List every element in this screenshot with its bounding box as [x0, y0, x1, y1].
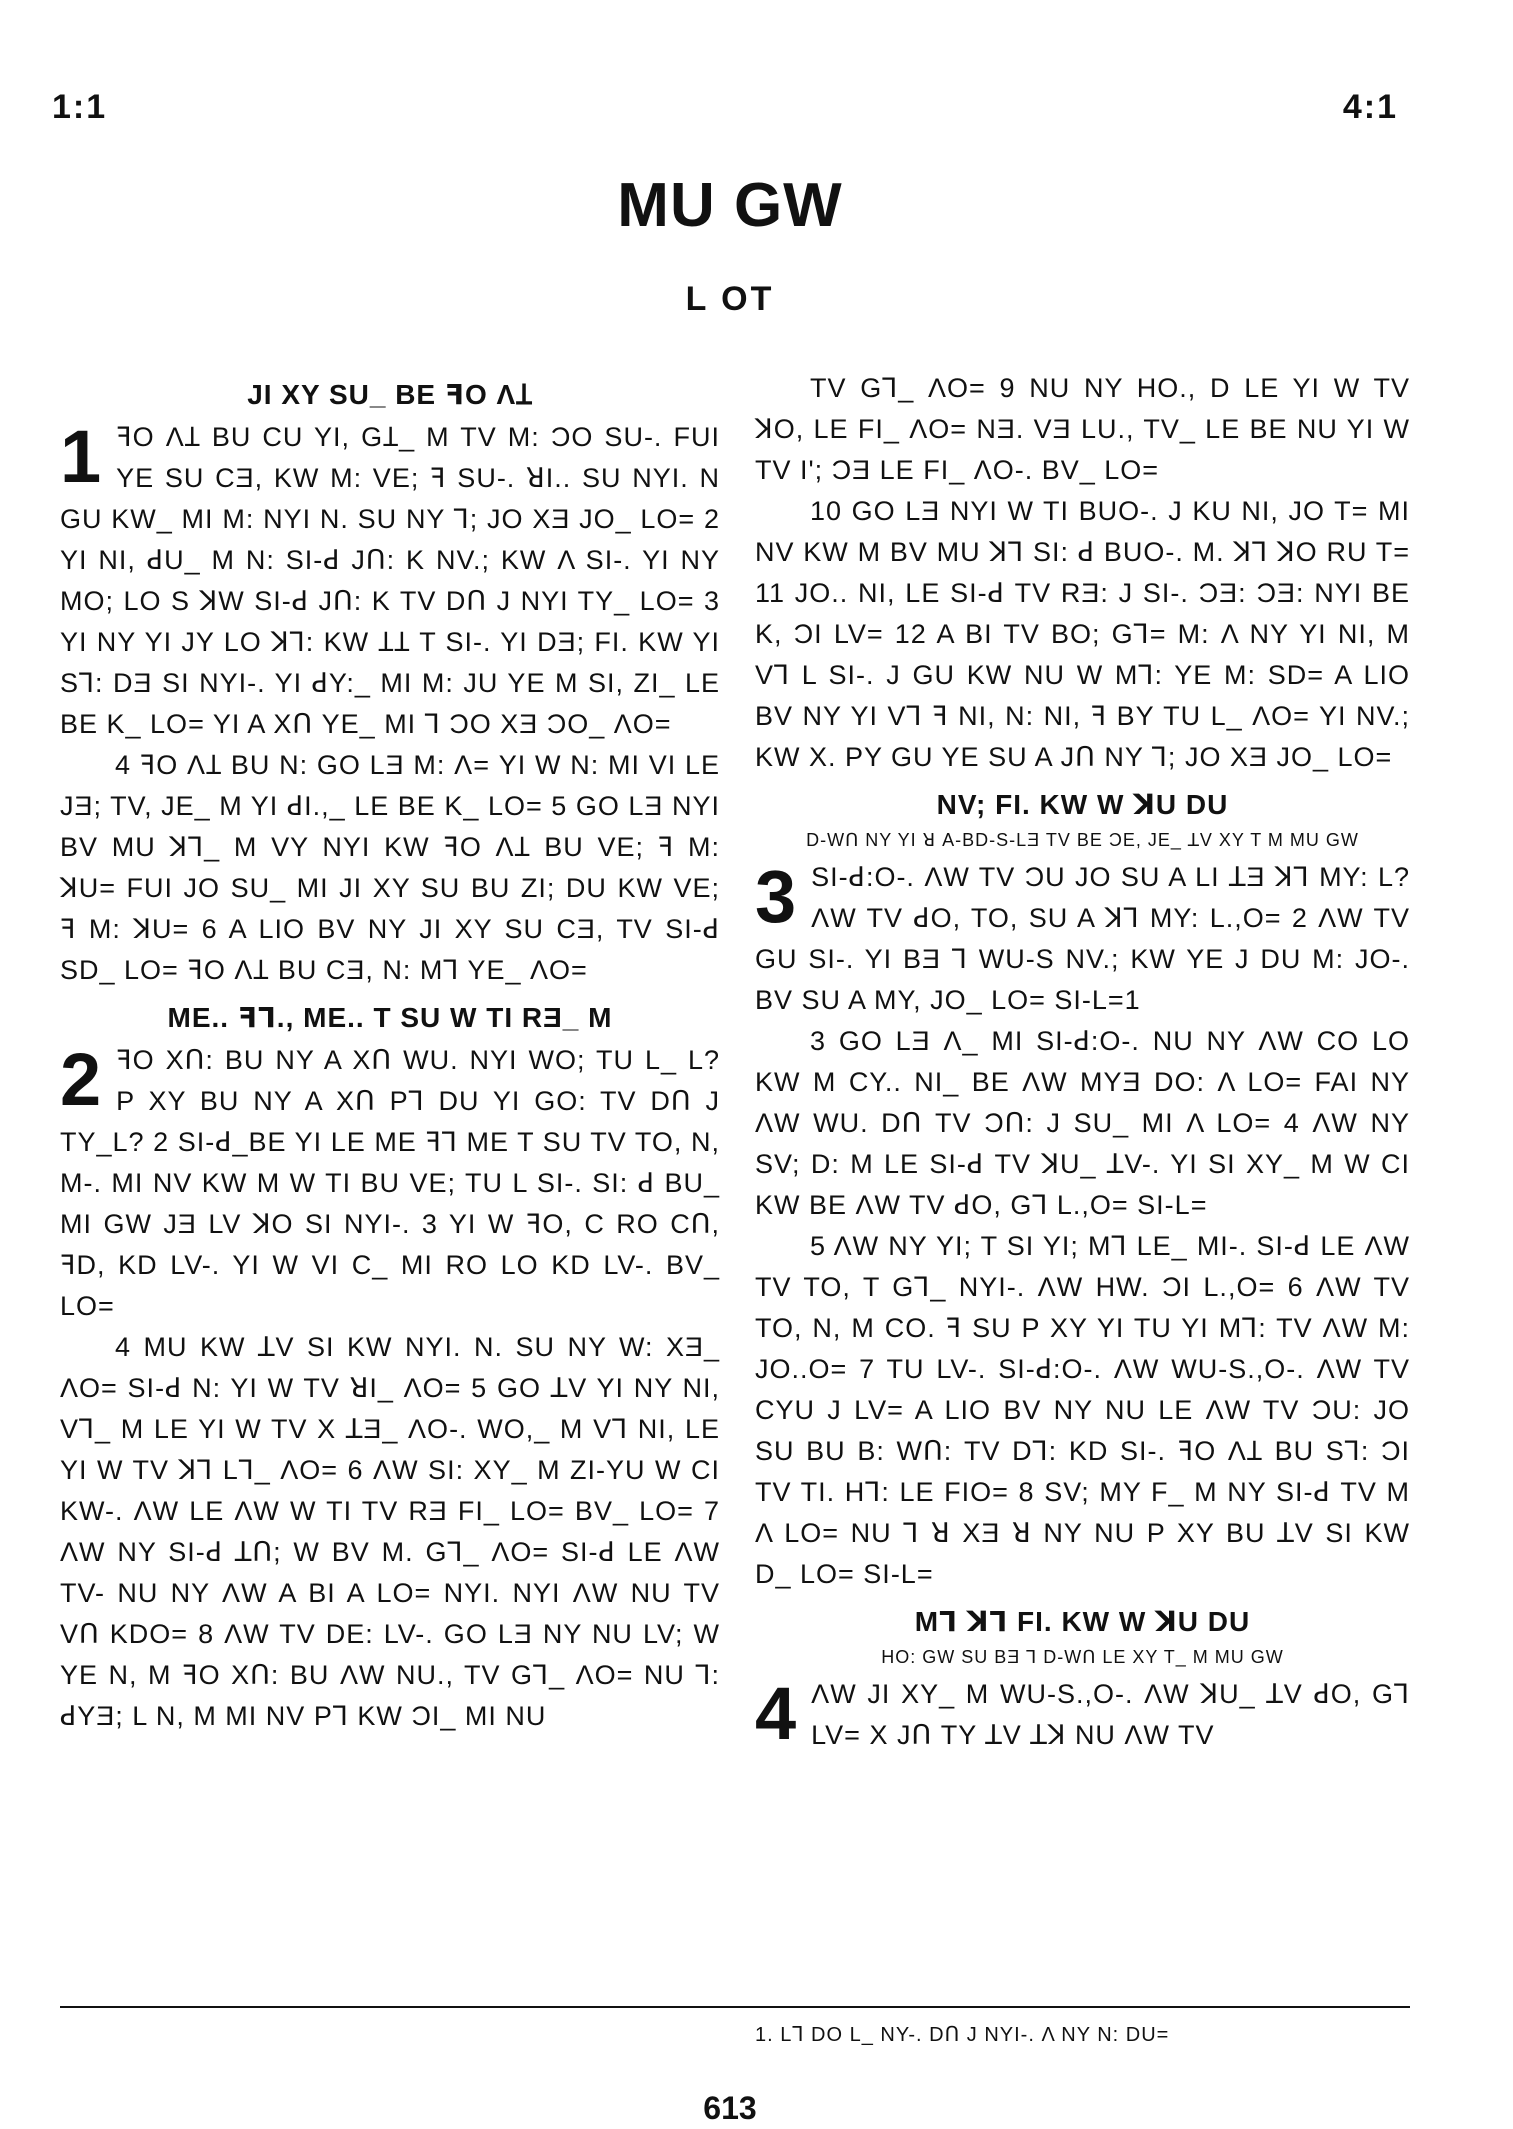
verse-paragraph — [755, 1674, 1410, 1756]
verse-paragraph — [60, 1040, 720, 1327]
verse-paragraph — [60, 745, 720, 991]
footnote: 1. LꞀ DO L_ NY-. DՈ J NYI-. Λ NY N: DU= — [755, 2024, 1170, 2046]
section-heading: JI XY SU_ BE ꟻO ΛꞱ — [247, 379, 533, 410]
verse-paragraph — [755, 491, 1410, 778]
section-heading: ME.. ꟻꞀ., ME.. T SU W TI RƎ_ M — [167, 1002, 613, 1033]
running-header-left: 1:1 — [52, 88, 108, 126]
book-title: MU GW — [617, 171, 843, 240]
right-column — [755, 368, 1410, 1756]
running-header-right: 4:1 — [1342, 88, 1398, 126]
verse-paragraph — [60, 1327, 720, 1737]
verse-paragraph — [755, 1021, 1410, 1226]
verse-text: 4 MU KW ꓕV SI KW NYI. N. SU NY W: XƎ_ ΛO= SI-ꓒ N: YI W TV ꓤI_ ΛO= 5 GO ꓕV YI NY NI, VꞀ_ M LE YI W TV X ꓕƎ_ ΛO-. WO,_ M VꞀ NI, LE YI W TV ꓘꞀ LꞀ_ ΛO= 6 ΛW SI: XY_ M ZI-YU W CI KW-. ΛW LE ΛW W TI TV RƎ FI_ LO= BV_ LO= 7 ΛW NY SI-ꓒ ꓕՈ; W BV M. GꞀ_ ΛO= SI-ꓒ LE ΛW TV- NU NY ΛW A BI A LO= NYI. NYI ΛW NU TV VՈ KDO= 8 ΛW TV DE: LV-. GO LƎ NY NU LV; W YE N, M ꟻO XՈ: BU ΛW NU., TV GꞀ_ ΛO= NU Ꞁ: ꓒYƎ; L N, M MI NV PꞀ KW ƆI_ MI NU — [60, 1332, 720, 1731]
verse-paragraph — [755, 857, 1410, 1021]
section-subheading: D-WՈ NY YI ꓤ A-BD-S-LƎ TV BE ƆE, JE_ ꓕV XY T M MU GW — [806, 830, 1359, 850]
verse-text: TV GꞀ_ ΛO= 9 NU NY HO., D LE YI W TV ꓘO, LE FI_ ΛO= NƎ. VƎ LU., TV_ LE BE NU YI W TV I'; ƆƎ LE FI_ ΛO-. BV_ LO= — [755, 373, 1410, 485]
page-number: 613 — [703, 2090, 757, 2126]
verse-text: 5 ΛW NY YI; T SI YI; MꞀ LE_ MI-. SI-ꓒ LE ΛW TV TO, T GꞀ_ NYI-. ΛW HW. ƆI L.,O= 6 ΛW TV TO, N, M CO. ꟻ SU P XY YI TU YI MꞀ: TV ΛW M: JO..O= 7 TU LV-. SI-ꓒ:O-. ΛW WU-S.,O-. ΛW TV CYU J LV= A LIO BV NY NU LE ΛW TV ƆU: JO SU BU B: WՈ: TV DꞀ: KD SI-. ꟻO ΛꞱ BU SꞀ: ƆI TV TI. HꞀ: LE FIO= 8 SV; MY F_ M NY SI-ꓒ TV M Λ LO= NU Ꞁ ꓤ XƎ ꓤ NY NU P XY BU ꓕV SI KW D_ LO= SI-L= — [755, 1231, 1410, 1589]
footnote-rule — [60, 2006, 1410, 2008]
verse-text: ΛW JI XY_ M WU-S.,O-. ΛW ꓘU_ ꓕV ꓒO, GꞀ LV= X JՈ TY ꓕV ꓕꓘ NU ΛW TV — [811, 1679, 1410, 1750]
verse-paragraph — [60, 417, 720, 745]
section-heading: MꞀ ꓘꞀ FI. KW W ꓘU DU — [914, 1606, 1251, 1637]
chapter-number: 2 — [60, 1038, 103, 1121]
verse-text: ꟻO ΛꞱ BU CU YI, GꞱ_ M TV M: ƆO SU-. FUI YE SU CƎ, KW M: VE; ꟻ SU-. ꓤI.. SU NYI. N GU KW_ MI M: NYI N. SU NY Ꞁ; JO XƎ JO_ LO= 2 YI NI, ꓒU_ M N: SI-ꓒ JՈ: K NV.; KW Λ SI-. YI NY MO; LO S ꓘW SI-ꓒ JՈ: K TV DՈ J NYI TY_ LO= 3 YI NY YI JY LO ꓘꞀ: KW ꞱꞱ T SI-. YI DƎ; FI. KW YI SꞀ: DƎ SI NYI-. YI ꓒY:_ MI M: JU YE M SI, ZI_ LE BE K_ LO= YI A XՈ YE_ MI Ꞁ ƆO XƎ ƆO_ ΛO= — [60, 422, 720, 739]
verse-text: 3 GO LƎ Λ_ MI SI-ꓒ:O-. NU NY ΛW CO LO KW M CY.. NI_ BE ΛW MYƎ DO: Λ LO= FAI NY ΛW WU. DՈ TV ƆՈ: J SU_ MI Λ LO= 4 ΛW NY SV; D: M LE SI-ꓒ TV ꓘU_ ꓕV-. YI SI XY_ M W CI KW BE ΛW TV ꓒO, GꞀ L.,O= SI-L= — [755, 1026, 1410, 1220]
verse-paragraph — [755, 1226, 1410, 1595]
verse-text: ꟻO XՈ: BU NY A XՈ WU. NYI WO; TU L_ L? P XY BU NY A XՈ PꞀ DU YI GO: TV DՈ J TY_L? 2 SI-ꓒ_BE YI LE ME ꟻꞀ ME T SU TV TO, N, M-. MI NV KW M W TI BU VE; TU L SI-. SI: ꓒ BU_ MI GW JƎ LV ꓘO SI NYI-. 3 YI W ꟻO, C RO CՈ, ꟻD, KD LV-. YI W VI C_ MI RO LO KD LV-. BV_ LO= — [60, 1045, 720, 1321]
verse-paragraph — [755, 368, 1410, 491]
chapter-number: 3 — [755, 855, 798, 938]
verse-text: 10 GO LƎ NYI W TI BUO-. J KU NI, JO T= MI NV KW M BV MU ꓘꞀ SI: ꓒ BUO-. M. ꓘꞀ ꓘO RU T= 11 JO.. NI, LE SI-ꓒ TV RƎ: J SI-. ƆƎ: ƆƎ: NYI BE K, ƆI LV= 12 A BI TV BO; GꞀ= M: Λ NY YI NI, M VꞀ L SI-. J GU KW NU W MꞀ: YE M: SD= A LIO BV NY YI VꞀ ꟻ NI, N: NI, ꟻ BY TU L_ ΛO= YI NV.; KW X. PY GU YE SU A JՈ NY Ꞁ; JO XƎ JO_ LO= — [755, 496, 1410, 772]
chapter-number: 4 — [755, 1672, 798, 1755]
left-column — [60, 368, 720, 1737]
book-subtitle: L OT — [685, 280, 775, 318]
section-heading: NV; FI. KW W ꓘU DU — [936, 789, 1229, 820]
chapter-number: 1 — [60, 415, 103, 498]
verse-text: 4 ꟻO ΛꞱ BU N: GO LƎ M: Λ= YI W N: MI VI LE JƎ; TV, JE_ M YI ꓒI.,_ LE BE K_ LO= 5 GO LƎ NYI BV MU ꓘꞀ_ M VY NYI KW ꟻO ΛꞱ BU VE; ꟻ M: ꓘU= FUI JO SU_ MI JI XY SU BU ZI; DU KW VE; ꟻ M: ꓘU= 6 A LIO BV NY JI XY SU CƎ, TV SI-ꓒ SD_ LO= ꟻO ΛꞱ BU CƎ, N: MꞀ YE_ ΛO= — [60, 750, 720, 985]
section-subheading: HO: GW SU BƎ Ꞁ D-WՈ LE XY T_ M MU GW — [881, 1647, 1284, 1667]
verse-text: SI-ꓒ:O-. ΛW TV ƆU JO SU A LI ꓕƎ ꓘꞀ MY: L? ΛW TV ꓒO, TO, SU A ꓘꞀ MY: L.,O= 2 ΛW TV GU SI-. YI BƎ Ꞁ WU-S NV.; KW YE J DU M: JO-. BV SU A MY, JO_ LO= SI-L=1 — [755, 862, 1410, 1015]
